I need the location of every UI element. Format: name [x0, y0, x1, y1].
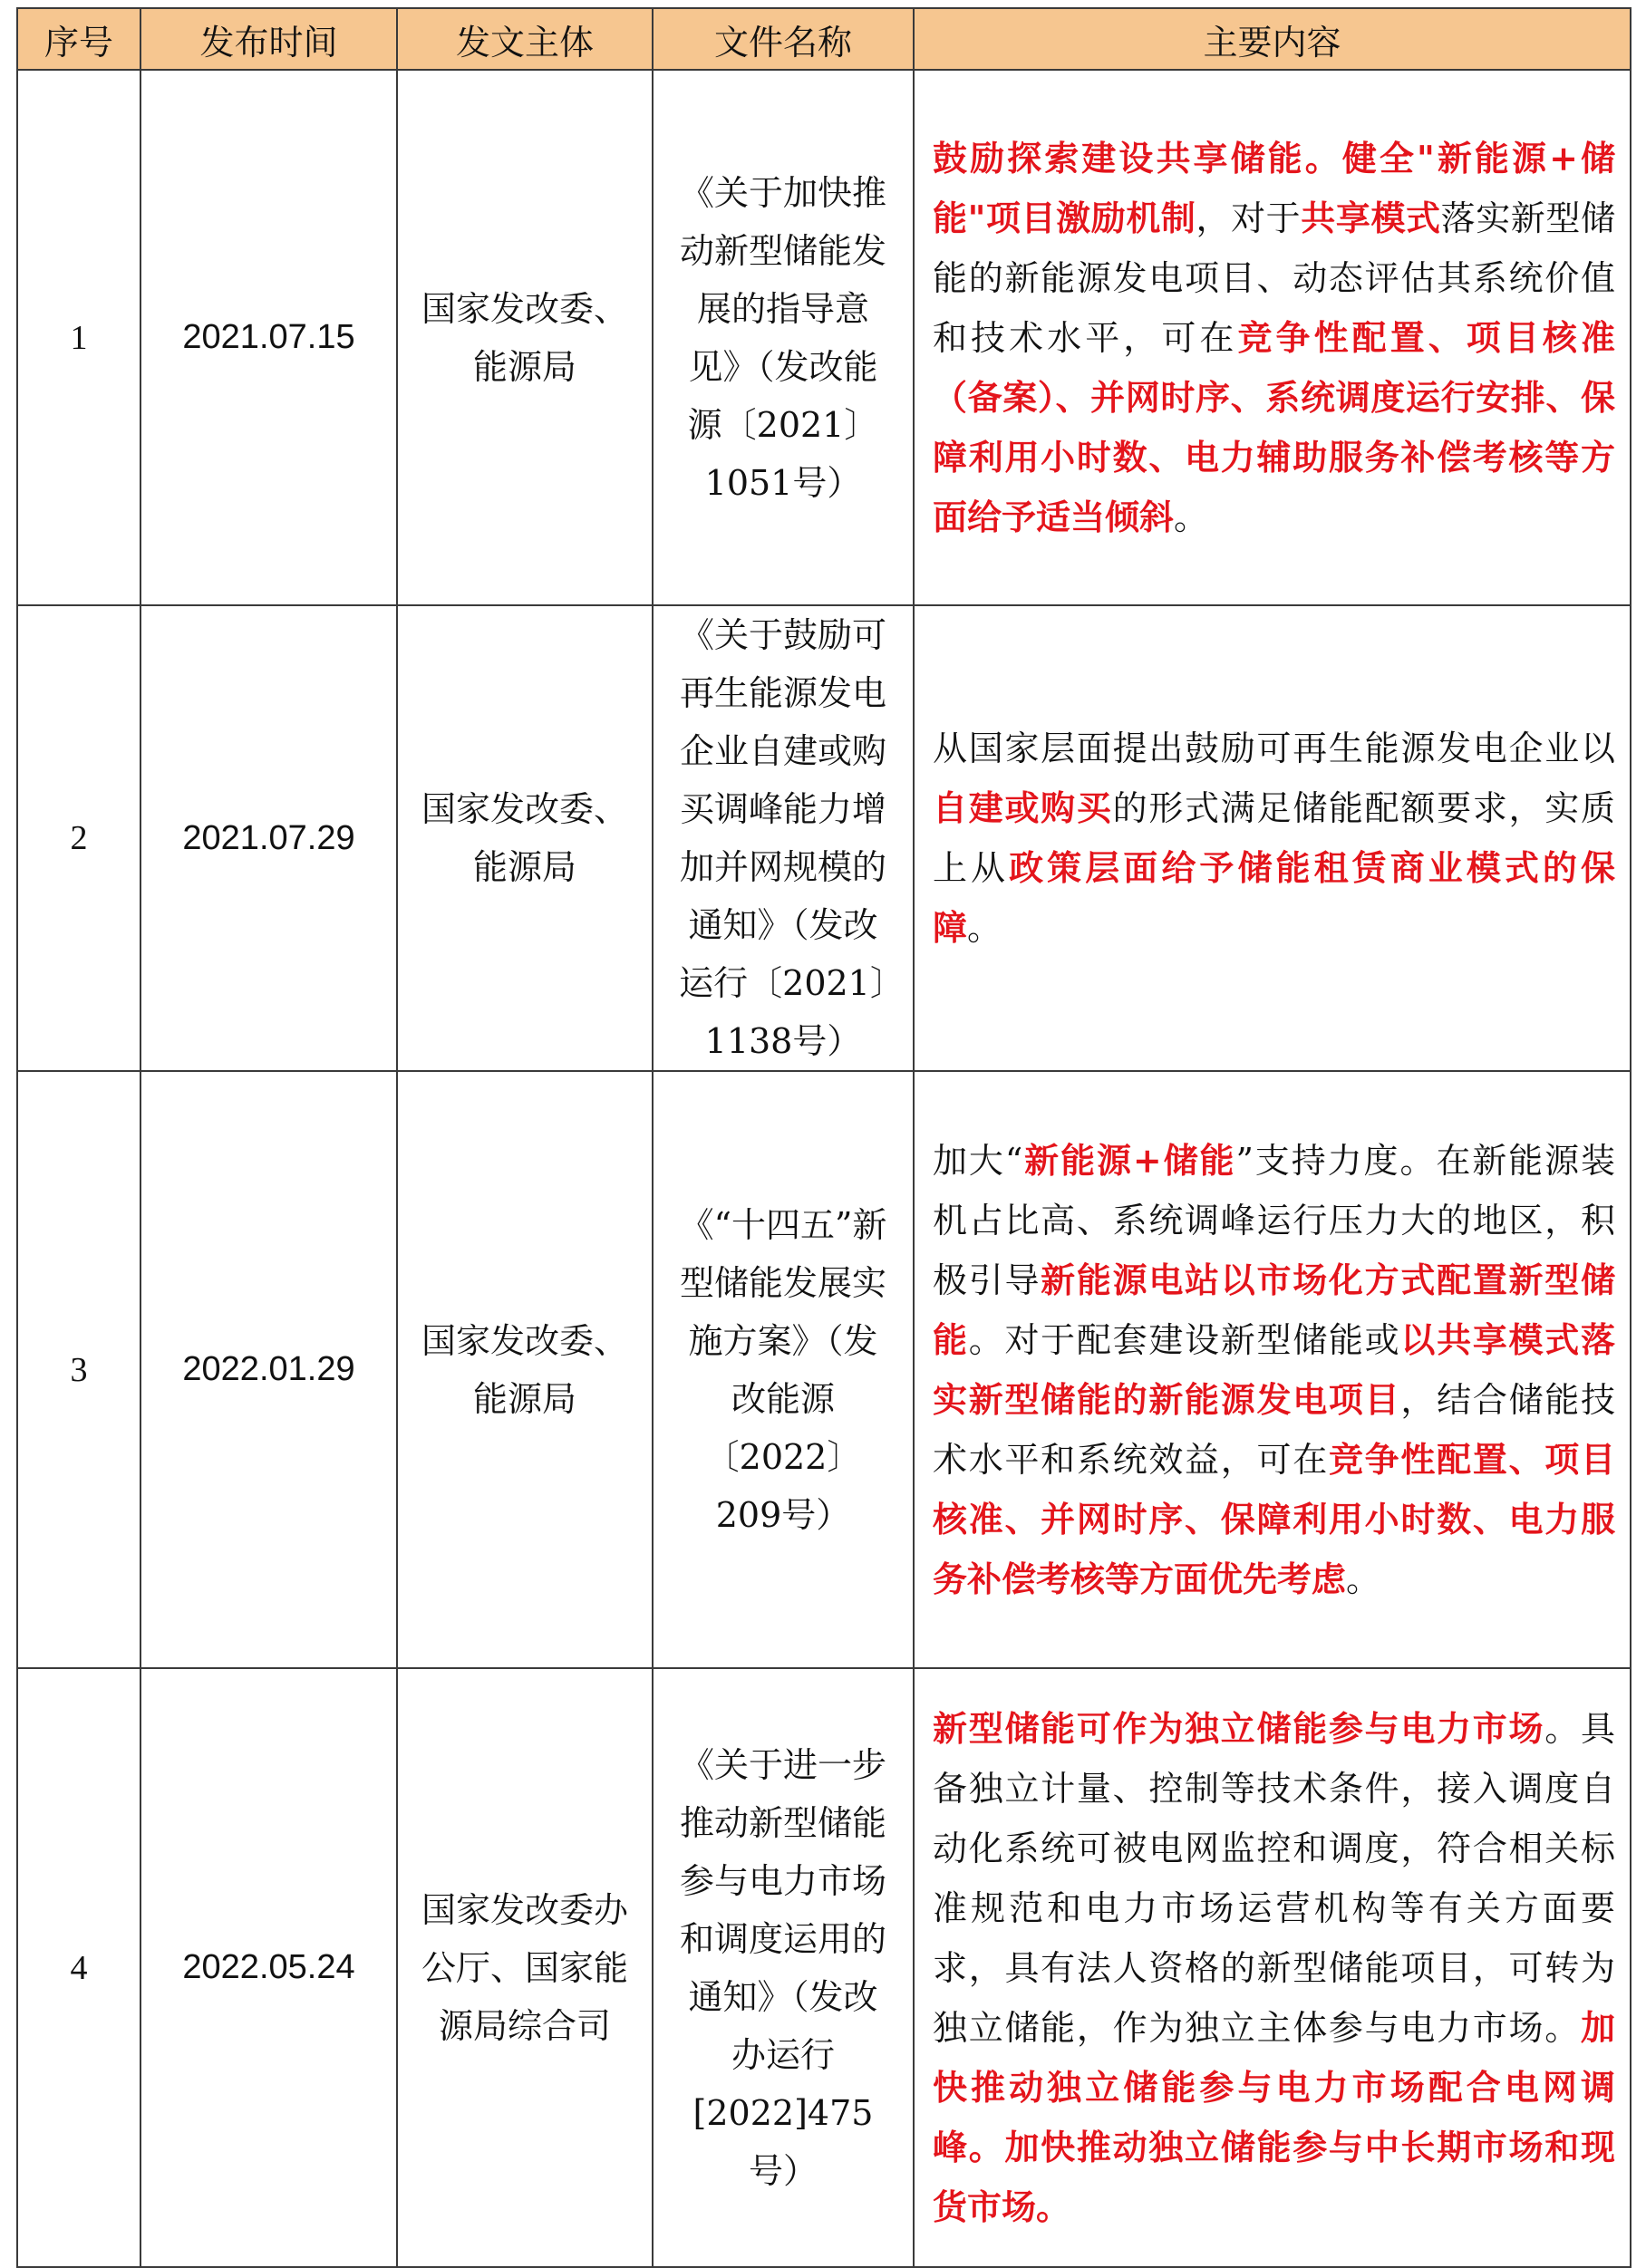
body-text: 。具备独立计量、控制等技术条件，接入调度自动化系统可被电网监控和调度，符合相关标准规范和电力市场运营机构等有关方面要求，具有法人资格的新型储能项目，可转为独立储能，作为独立主体参与电力市场。	[933, 1708, 1615, 2048]
body-text: 。对于配套建设新型储能或	[968, 1319, 1401, 1360]
header-no: 序号	[17, 8, 140, 70]
policy-table	[16, 7, 1631, 2268]
body-text: 。	[967, 908, 1002, 948]
body-text: ，结合储能技术水平和系统效益，可在	[933, 1379, 1615, 1480]
highlight-text: 鼓励探索建设共享储能。健全"新能源+储能"项目激励机制	[933, 137, 1615, 238]
body-text: 落实新型储能的新能源发电项目、动态评估其系统价值和技术水平，可在	[933, 198, 1615, 358]
row-issuer: 国家发改委、能源局	[397, 1071, 653, 1668]
header-date: 发布时间	[140, 8, 397, 70]
row-content	[914, 1071, 1631, 1668]
row-document: 《关于进一步推动新型储能参与电力市场和调度运用的通知》（发改办运行[2022]475号）	[653, 1668, 914, 2267]
highlight-text: 加快推动独立储能参与电力市场配合电网调峰。加快推动独立储能参与中长期市场和现货市场。	[933, 2006, 1615, 2227]
table-row	[17, 605, 1631, 1071]
highlight-text: 竞争性配置、项目核准、并网时序、保障利用小时数、电力服务补偿考核等方面优先考虑	[933, 1438, 1615, 1599]
highlight-text: 新型储能可作为独立储能参与电力市场	[933, 1707, 1545, 1749]
row-number: 1	[17, 70, 140, 605]
header-content: 主要内容	[914, 8, 1631, 70]
highlight-text: 新能源+储能	[1022, 1139, 1236, 1181]
table-row	[17, 1668, 1631, 2267]
highlight-text: 自建或购买	[933, 787, 1113, 828]
body-text: 的形式满足储能配额要求，实质上从	[933, 788, 1615, 888]
row-issuer: 国家发改委办公厅、国家能源局综合司	[397, 1668, 653, 2267]
highlight-text: 共享模式	[1301, 197, 1441, 238]
table-row	[17, 1071, 1631, 1668]
body-text: 。	[1174, 497, 1209, 537]
row-issuer: 国家发改委、能源局	[397, 70, 653, 605]
row-content	[914, 70, 1631, 605]
header-row	[17, 8, 1631, 70]
row-document: 《关于加快推动新型储能发展的指导意见》（发改能源〔2021〕1051号）	[653, 70, 914, 605]
row-number: 4	[17, 1668, 140, 2267]
row-date: 2022.01.29	[140, 1071, 397, 1668]
body-text: ”支持力度。在新能源装机占比高、系统调峰运行压力大的地区，积极引导	[933, 1140, 1615, 1300]
row-date: 2022.05.24	[140, 1668, 397, 2267]
row-issuer: 国家发改委、能源局	[397, 605, 653, 1071]
row-document: 《“十四五”新型储能发展实施方案》（发改能源〔2022〕209号）	[653, 1071, 914, 1668]
table-row	[17, 70, 1631, 605]
body-text: 从国家层面提出鼓励可再生能源发电企业以	[933, 729, 1615, 768]
header-issuer: 发文主体	[397, 8, 653, 70]
row-date: 2021.07.29	[140, 605, 397, 1071]
highlight-text: 竞争性配置、项目核准（备案）、并网时序、系统调度运行安排、保障利用小时数、电力辅助服务补偿考核等方面给予适当倾斜	[933, 316, 1615, 537]
highlight-text: 政策层面给予储能租赁商业模式的保障	[933, 847, 1615, 948]
row-number: 3	[17, 1071, 140, 1668]
body-text: 。	[1346, 1559, 1381, 1599]
body-text: ，对于	[1196, 198, 1302, 238]
header-document: 文件名称	[653, 8, 914, 70]
row-content	[914, 1668, 1631, 2267]
row-content	[914, 605, 1631, 1071]
row-date: 2021.07.15	[140, 70, 397, 605]
body-text: 加大“	[933, 1140, 1023, 1181]
row-number: 2	[17, 605, 140, 1071]
highlight-text: 新能源电站以市场化方式配置新型储能	[933, 1259, 1615, 1360]
highlight-text: 以共享模式落实新型储能的新能源发电项目	[933, 1318, 1615, 1420]
row-document: 《关于鼓励可再生能源发电企业自建或购买调峰能力增加并网规模的通知》（发改运行〔2021〕1138号）	[653, 605, 914, 1071]
